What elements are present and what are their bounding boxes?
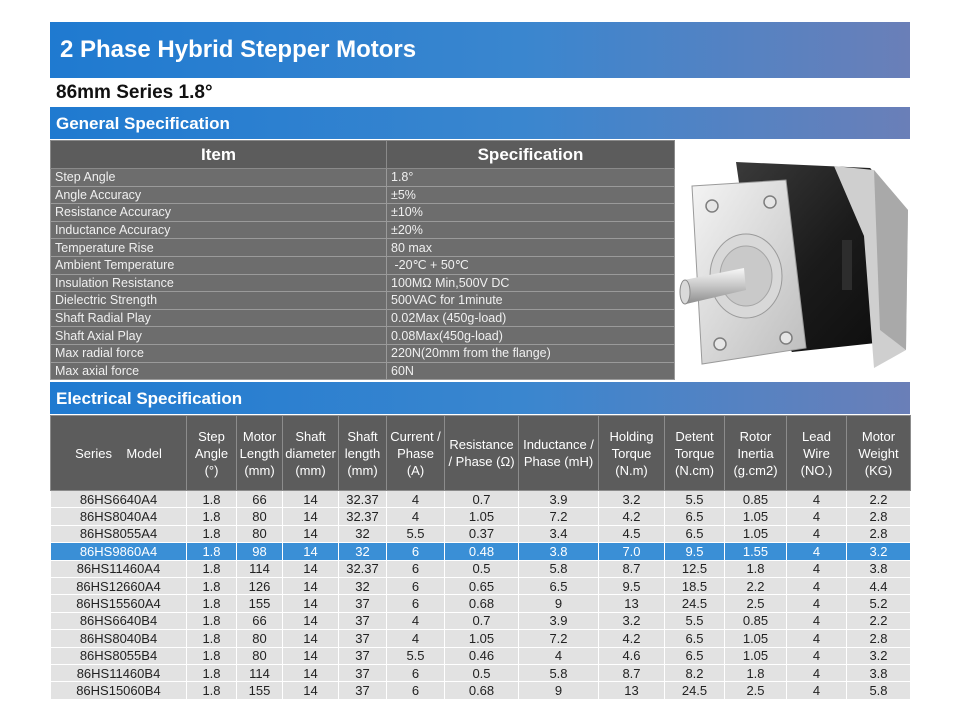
model-cell: 86HS6640B4 [51,612,187,629]
value-cell: 32.37 [339,508,387,525]
table-row [51,647,911,664]
value-cell: 32 [339,577,387,594]
spec-value: -20℃ + 50℃ [387,256,675,274]
value-cell: 9.5 [599,577,665,594]
table-row [51,612,911,629]
spec-value: 0.08Max(450g-load) [387,327,675,345]
spec-item-label: Step Angle [51,169,387,187]
general-spec-row [51,204,675,222]
value-cell: 0.7 [445,612,519,629]
value-cell: 1.8 [187,491,237,508]
value-cell: 6 [387,682,445,699]
value-cell: 14 [283,647,339,664]
spec-value: ±5% [387,186,675,204]
value-cell: 4 [787,630,847,647]
model-cell: 86HS12660A4 [51,577,187,594]
spec-item-label: Max radial force [51,344,387,362]
general-spec-row [51,292,675,310]
spec-value: 500VAC for 1minute [387,292,675,310]
value-cell: 4 [787,543,847,560]
electrical-spec-heading: Electrical Specification [50,382,910,414]
value-cell: 6.5 [665,508,725,525]
spec-item-label: Insulation Resistance [51,274,387,292]
value-cell: 5.5 [387,525,445,542]
value-cell: 7.0 [599,543,665,560]
table-row [51,525,911,542]
series-subtitle: 86mm Series 1.8° [56,82,213,103]
value-cell: 1.55 [725,543,787,560]
value-cell: 6.5 [665,525,725,542]
table-row [51,595,911,612]
value-cell: 24.5 [665,682,725,699]
table-row [51,560,911,577]
electrical-column-header: Current / Phase (A) [387,416,445,491]
value-cell: 1.8 [187,560,237,577]
value-cell: 4 [787,612,847,629]
value-cell: 2.2 [725,577,787,594]
spec-value: ±10% [387,204,675,222]
value-cell: 4.6 [599,647,665,664]
spec-value: 100MΩ Min,500V DC [387,274,675,292]
value-cell: 0.37 [445,525,519,542]
value-cell: 14 [283,491,339,508]
value-cell: 6 [387,577,445,594]
value-cell: 5.8 [847,682,911,699]
electrical-column-header: Detent Torque (N.cm) [665,416,725,491]
value-cell: 1.8 [187,647,237,664]
value-cell: 2.8 [847,630,911,647]
value-cell: 4 [787,508,847,525]
value-cell: 0.48 [445,543,519,560]
value-cell: 37 [339,595,387,612]
value-cell: 0.5 [445,560,519,577]
spec-item-label: Ambient Temperature [51,256,387,274]
value-cell: 1.8 [187,595,237,612]
value-cell: 1.8 [187,630,237,647]
model-cell: 86HS15060B4 [51,682,187,699]
general-spec-row [51,186,675,204]
electrical-column-header: Motor Weight (KG) [847,416,911,491]
value-cell: 2.8 [847,525,911,542]
value-cell: 4 [787,664,847,681]
value-cell: 126 [237,577,283,594]
page-title: 2 Phase Hybrid Stepper Motors [50,22,910,78]
electrical-column-header: Motor Length (mm) [237,416,283,491]
electrical-column-header: Holding Torque (N.m) [599,416,665,491]
value-cell: 13 [599,595,665,612]
item-column-header: Item [51,141,387,169]
value-cell: 0.5 [445,664,519,681]
value-cell: 32.37 [339,491,387,508]
value-cell: 1.8 [187,682,237,699]
value-cell: 5.2 [847,595,911,612]
value-cell: 1.8 [187,612,237,629]
value-cell: 0.7 [445,491,519,508]
value-cell: 1.05 [725,508,787,525]
value-cell: 4 [787,647,847,664]
value-cell: 8.7 [599,664,665,681]
model-cell: 86HS11460A4 [51,560,187,577]
spec-value: 80 max [387,239,675,257]
spec-item-label: Shaft Radial Play [51,309,387,327]
value-cell: 6.5 [519,577,599,594]
value-cell: 4.2 [599,630,665,647]
value-cell: 24.5 [665,595,725,612]
value-cell: 9 [519,595,599,612]
model-cell: 86HS8055B4 [51,647,187,664]
value-cell: 6 [387,543,445,560]
value-cell: 3.8 [847,560,911,577]
table-row [51,543,911,560]
value-cell: 3.9 [519,491,599,508]
value-cell: 14 [283,543,339,560]
model-cell: 86HS6640A4 [51,491,187,508]
spec-item-label: Inductance Accuracy [51,221,387,239]
spec-item-label: Dielectric Strength [51,292,387,310]
value-cell: 32 [339,543,387,560]
general-spec-row [51,274,675,292]
value-cell: 32 [339,525,387,542]
value-cell: 1.8 [187,508,237,525]
value-cell: 3.4 [519,525,599,542]
spec-item-label: Shaft Axial Play [51,327,387,345]
value-cell: 1.8 [187,664,237,681]
general-spec-row [51,327,675,345]
value-cell: 6 [387,664,445,681]
value-cell: 3.9 [519,612,599,629]
spec-item-label: Resistance Accuracy [51,204,387,222]
model-cell: 86HS11460B4 [51,664,187,681]
value-cell: 13 [599,682,665,699]
value-cell: 1.8 [725,560,787,577]
value-cell: 4 [519,647,599,664]
table-row [51,508,911,525]
value-cell: 4 [787,491,847,508]
value-cell: 4 [387,630,445,647]
value-cell: 155 [237,595,283,612]
stepper-motor-icon [674,140,910,380]
spec-value: 60N [387,362,675,380]
general-spec-table [50,140,675,380]
value-cell: 14 [283,612,339,629]
spec-value: 1.8° [387,169,675,187]
general-spec-row [51,344,675,362]
value-cell: 1.05 [445,630,519,647]
model-cell: 86HS8055A4 [51,525,187,542]
spec-value: ±20% [387,221,675,239]
value-cell: 4 [387,491,445,508]
general-spec-heading: General Specification [50,107,910,139]
value-cell: 14 [283,577,339,594]
value-cell: 5.5 [387,647,445,664]
value-cell: 37 [339,682,387,699]
value-cell: 4 [387,508,445,525]
value-cell: 114 [237,560,283,577]
value-cell: 32.37 [339,560,387,577]
spec-item-label: Max axial force [51,362,387,380]
electrical-column-header: Step Angle (°) [187,416,237,491]
value-cell: 80 [237,630,283,647]
electrical-column-header: Inductance / Phase (mH) [519,416,599,491]
value-cell: 4.4 [847,577,911,594]
value-cell: 2.2 [847,612,911,629]
value-cell: 4 [787,595,847,612]
model-cell: 86HS8040A4 [51,508,187,525]
spec-value: 220N(20mm from the flange) [387,344,675,362]
value-cell: 80 [237,525,283,542]
value-cell: 37 [339,612,387,629]
value-cell: 80 [237,508,283,525]
table-row [51,664,911,681]
value-cell: 0.68 [445,595,519,612]
value-cell: 4 [787,525,847,542]
value-cell: 14 [283,525,339,542]
general-spec-row [51,362,675,380]
electrical-column-header: Lead Wire (NO.) [787,416,847,491]
value-cell: 5.8 [519,664,599,681]
value-cell: 3.2 [847,647,911,664]
value-cell: 2.5 [725,595,787,612]
value-cell: 1.8 [187,525,237,542]
electrical-column-header: Shaft diameter (mm) [283,416,339,491]
value-cell: 0.85 [725,612,787,629]
value-cell: 4 [787,682,847,699]
value-cell: 14 [283,595,339,612]
general-spec-row [51,309,675,327]
value-cell: 12.5 [665,560,725,577]
table-row [51,491,911,508]
table-row [51,682,911,699]
value-cell: 4 [787,560,847,577]
general-spec-row [51,256,675,274]
value-cell: 0.68 [445,682,519,699]
electrical-column-header: Series Model [51,416,187,491]
value-cell: 6 [387,595,445,612]
electrical-column-header: Resistance / Phase (Ω) [445,416,519,491]
electrical-header-row [51,416,911,491]
table-row [51,630,911,647]
value-cell: 5.5 [665,612,725,629]
value-cell: 9.5 [665,543,725,560]
value-cell: 37 [339,664,387,681]
table-row [51,577,911,594]
value-cell: 4 [387,612,445,629]
value-cell: 6.5 [665,630,725,647]
electrical-column-header: Shaft length (mm) [339,416,387,491]
value-cell: 4.5 [599,525,665,542]
value-cell: 80 [237,647,283,664]
value-cell: 8.7 [599,560,665,577]
electrical-column-header: Rotor Inertia (g.cm2) [725,416,787,491]
value-cell: 6 [387,560,445,577]
value-cell: 1.8 [187,543,237,560]
value-cell: 37 [339,647,387,664]
value-cell: 1.8 [725,664,787,681]
value-cell: 14 [283,630,339,647]
value-cell: 14 [283,508,339,525]
value-cell: 2.8 [847,508,911,525]
value-cell: 14 [283,560,339,577]
value-cell: 114 [237,664,283,681]
spec-item-label: Temperature Rise [51,239,387,257]
value-cell: 0.65 [445,577,519,594]
value-cell: 7.2 [519,508,599,525]
general-spec-row [51,239,675,257]
value-cell: 1.05 [445,508,519,525]
model-cell: 86HS15560A4 [51,595,187,612]
value-cell: 1.05 [725,647,787,664]
value-cell: 8.2 [665,664,725,681]
value-cell: 5.8 [519,560,599,577]
value-cell: 18.5 [665,577,725,594]
general-spec-row [51,221,675,239]
value-cell: 37 [339,630,387,647]
value-cell: 14 [283,664,339,681]
value-cell: 0.85 [725,491,787,508]
value-cell: 4.2 [599,508,665,525]
value-cell: 2.5 [725,682,787,699]
value-cell: 9 [519,682,599,699]
spec-value: 0.02Max (450g-load) [387,309,675,327]
value-cell: 98 [237,543,283,560]
value-cell: 3.2 [847,543,911,560]
electrical-spec-table [50,415,911,700]
value-cell: 3.8 [519,543,599,560]
general-spec-row [51,169,675,187]
value-cell: 155 [237,682,283,699]
value-cell: 0.46 [445,647,519,664]
value-cell: 3.2 [599,491,665,508]
value-cell: 66 [237,612,283,629]
model-cell: 86HS8040B4 [51,630,187,647]
value-cell: 3.8 [847,664,911,681]
specification-column-header: Specification [387,141,675,169]
value-cell: 14 [283,682,339,699]
value-cell: 1.8 [187,577,237,594]
value-cell: 2.2 [847,491,911,508]
value-cell: 3.2 [599,612,665,629]
value-cell: 6.5 [665,647,725,664]
spec-item-label: Angle Accuracy [51,186,387,204]
value-cell: 1.05 [725,630,787,647]
value-cell: 4 [787,577,847,594]
general-spec-header-row [51,141,675,169]
value-cell: 5.5 [665,491,725,508]
model-cell: 86HS9860A4 [51,543,187,560]
value-cell: 1.05 [725,525,787,542]
value-cell: 7.2 [519,630,599,647]
value-cell: 66 [237,491,283,508]
